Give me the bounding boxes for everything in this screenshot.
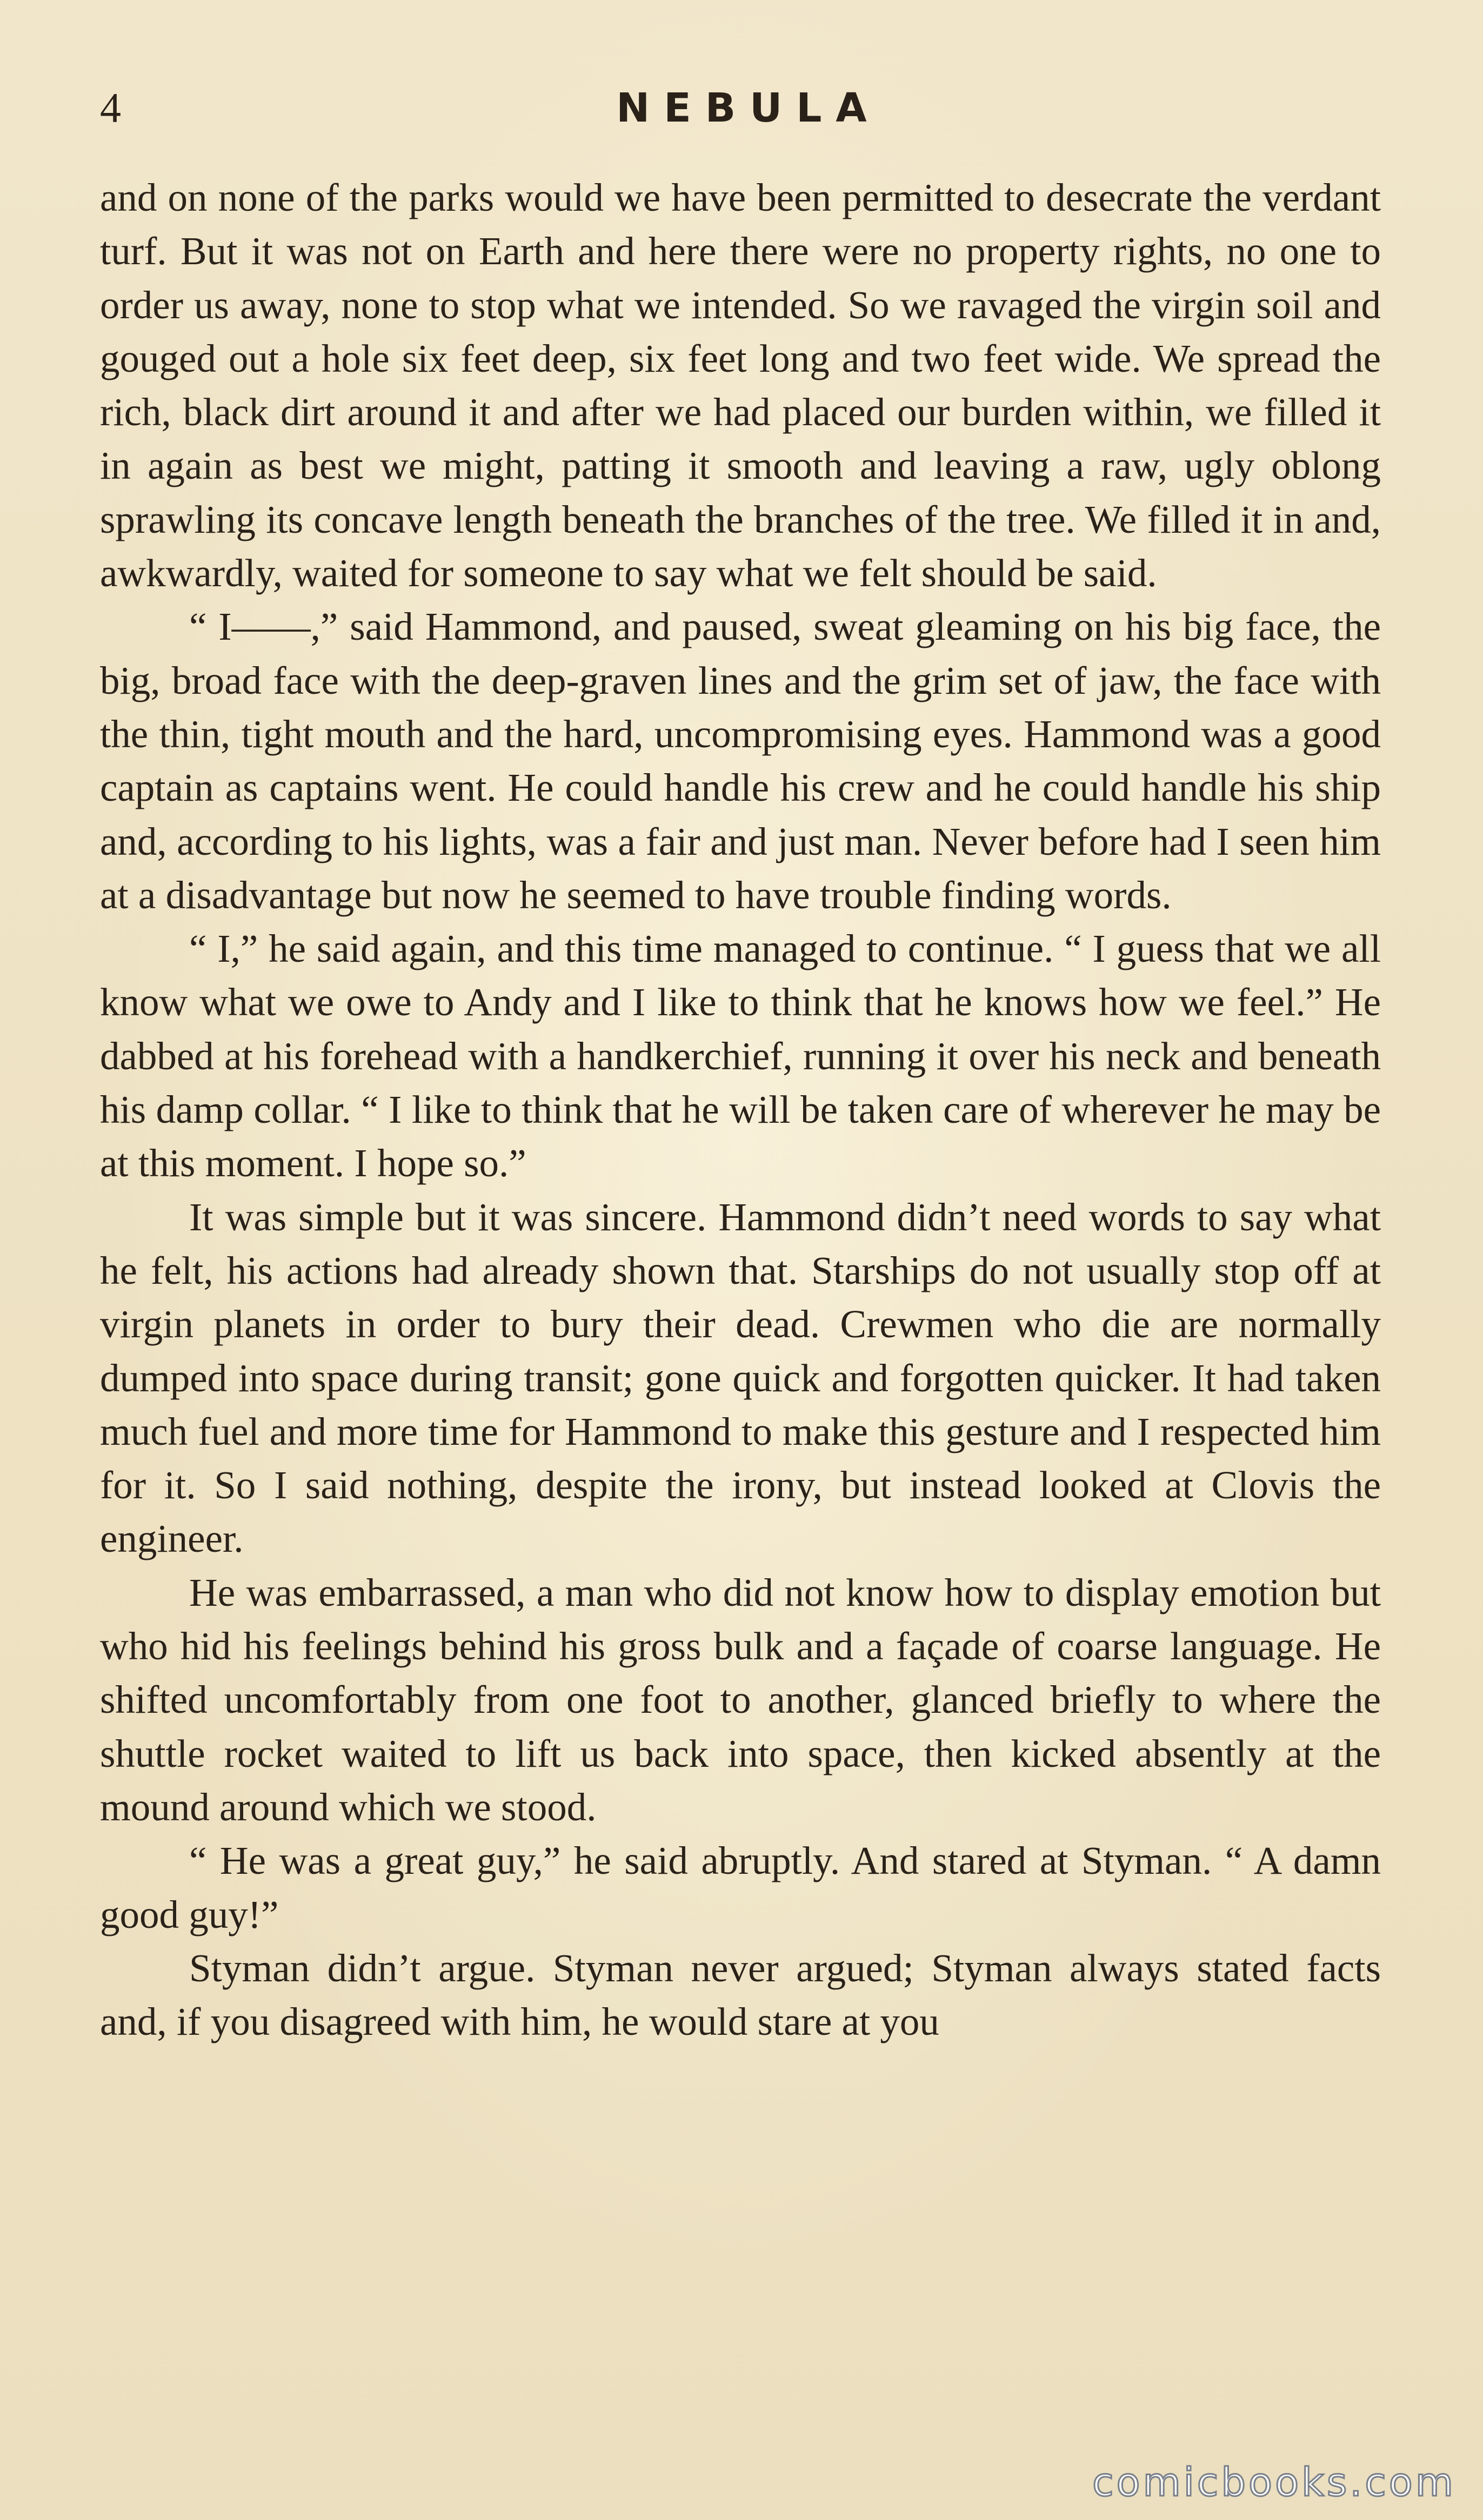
page-header xyxy=(100,76,1383,140)
paragraph: “ He was a great guy,” he said abruptly. And stared at Styman. “ A damn good guy!” xyxy=(100,1839,1381,1936)
paragraph: Styman didn’t argue. Styman never argued; Styman always stated facts and, if you disagreed with him, he would stare at you xyxy=(100,1946,1381,2044)
paragraph: and on none of the parks would we have been permitted to desecrate the verdant turf. But it was not on Earth and here there were no property rights, no one to order us away, none to stop what we intended. So we ravaged the virgin soil and gouged out a hole six feet deep, six feet long and two feet wide. We spread the rich, black dirt around it and after we had placed our burden within, we filled it in again as best we might, patting it smooth and leaving a raw, ugly oblong sprawling its concave length beneath the branches of the tree. We filled it in and, awkwardly, waited for someone to say what we felt should be said. xyxy=(100,176,1381,595)
paragraph: It was simple but it was sincere. Hammond didn’t need words to say what he felt, his actions had already shown that. Starships do not usually stop off at virgin planets in order to bury their dead. Crewmen who die are normally dumped into space during transit; gone quick and forgotten quicker. It had taken much fuel and more time for Hammond to make this gesture and I respected him for it. So I said nothing, despite the irony, but instead looked at Clovis the engineer. xyxy=(100,1195,1381,1561)
body-text xyxy=(100,171,1381,2048)
paragraph: He was embarrassed, a man who did not know how to display emotion but who hid his feelings behind his gross bulk and a façade of coarse language. He shifted uncomfortably from one foot to another, glanced briefly to where the shuttle rocket waited to lift us back into space, then kicked absently at the mound around which we stood. xyxy=(100,1570,1381,1829)
page-number: 4 xyxy=(100,84,121,131)
watermark: comicbooks.com xyxy=(1092,2459,1456,2505)
paragraph: “ I——,” said Hammond, and paused, sweat gleaming on his big face, the big, broad face with the deep-graven lines and the grim set of jaw, the face with the thin, tight mouth and the hard, uncompromising eyes. Hammond was a good captain as captains went. He could handle his crew and he could handle his ship and, according to his lights, was a fair and just man. Never before had I seen him at a disadvantage but now he seemed to have trouble finding words. xyxy=(100,605,1381,917)
paragraph: “ I,” he said again, and this time managed to continue. “ I guess that we all know what we owe to Andy and I like to think that he knows how we feel.” He dabbed at his forehead with a handkerchief, running it over his neck and beneath his damp collar. “ I like to think that he will be taken care of wherever he may be at this moment. I hope so.” xyxy=(100,927,1381,1185)
running-title: NEBULA xyxy=(616,85,881,131)
